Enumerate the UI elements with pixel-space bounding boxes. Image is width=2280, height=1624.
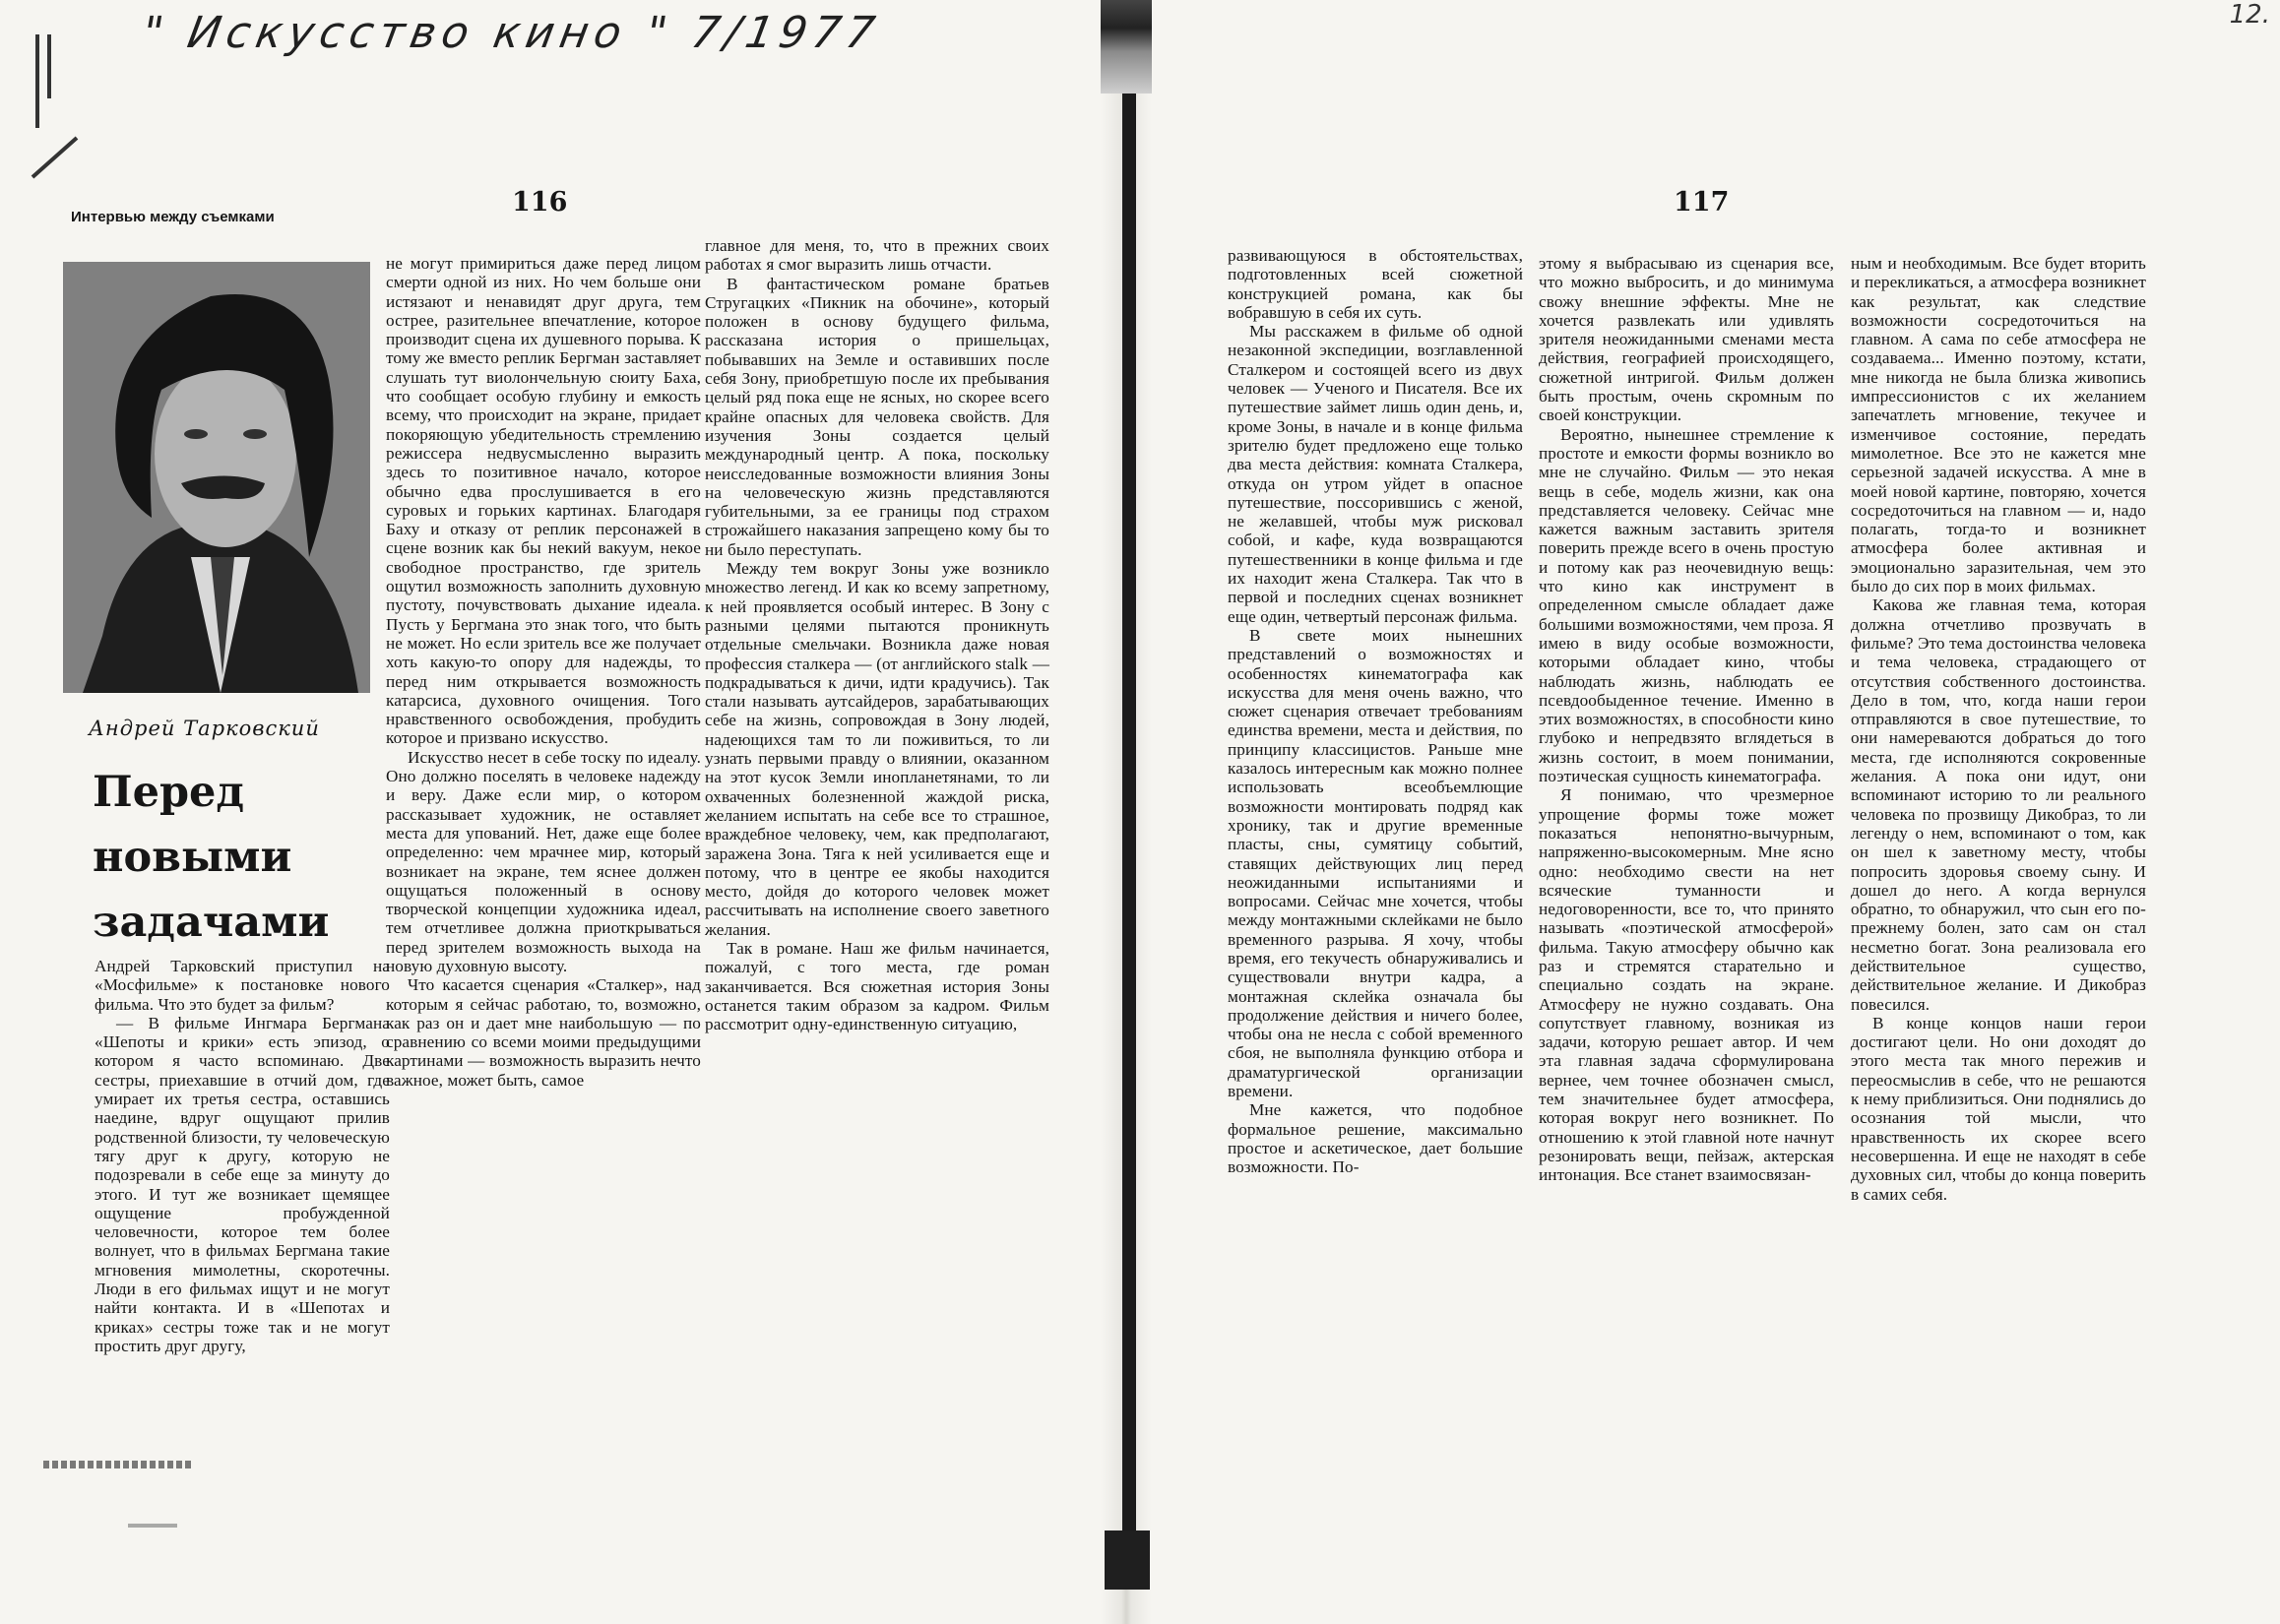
paragraph: главное для меня, то, что в прежних своих работах я смог выразить лишь отчасти. bbox=[705, 236, 1049, 275]
paragraph: Между тем вокруг Зоны уже возникло множество легенд. И как ко всему запретному, к ней проявляется особый интерес. В Зону с разными целями пытаются проникнуть отдельные смельчаки. Возникла даже новая профессия сталкера — (от английского stalk — подкрадываться к дичи, идти крадучись). Так стали называть аутсайдеров, зарабатывающих себе на жизнь, сопровождая в Зону людей, надеющихся там то ли поживиться, то ли узнать первыми правду о влиянии, оказанном на этот кусок Земли инопланетянами, то ли охваченных болезненной жаждой риска, желанием испытать на себе все то страшное, враждебное человеку, чем, как предполагают, заражена Зона. Тяга к ней усиливается еще и потому, что в центре ее якобы находится место, дойдя до которого человек может рассчитывать на исполнение своего заветного желания. bbox=[705, 559, 1049, 939]
lead-question: Андрей Тарковский приступил на «Мосфильме» к постановке нового фильма. Что это будет за фильм? bbox=[95, 957, 390, 1014]
lead-column bbox=[95, 957, 390, 1355]
paragraph: В свете моих нынешних представлений о возможностях и особенностях кинематографа как искусства для меня очень важно, что сюжет сценария отвечает требованиям единства времени, места и действия, по принципу классицистов. Раньше мне казалось интересным как можно полнее использовать всеобъемлющие возможности монтировать подряд как хронику, так и другие временные пласты, сны, сумятицу событий, ставящих действующих лиц перед неожиданными испытаниями и вопросами. Сейчас мне хочется, чтобы между монтажными склейками не было временного разрыва. Я хочу, чтобы время, его текучесть обнаруживались и существовали внутри кадра, а монтажная склейка означала бы продолжение действия и ничего более, чтобы она не несла с собой временного сбоя, не выполняла функцию отбора и драматургической организации времени. bbox=[1228, 625, 1523, 1101]
right-column-2 bbox=[1539, 254, 1834, 1185]
article-title bbox=[93, 760, 329, 955]
paragraph: В фантастическом романе братьев Стругацких «Пикник на обочине», который положен в основу будущего фильма, рассказана история о пришельцах, побывавших на Земле и оставивших после себя Зону, приобретшую после их пребывания целый ряд пока еще не ясных, но скорее всего крайне опасных для человека свойств. Для изучения Зоны создается целый международный центр. А пока, поскольку неисследованные возможности влияния Зоны на человеческую жизнь представляются губительными, за ее границы под страхом строжайшего наказания запрещено кому бы то ни было переступать. bbox=[705, 274, 1049, 559]
book-spine bbox=[1101, 0, 1152, 1624]
title-line: задачами bbox=[93, 898, 330, 947]
paragraph: Я понимаю, что чрезмерное упрощение формы тоже может показаться непонятно-вычурным, напряженно-высокомерным. Мне ясно одно: необходимо свести на нет всяческие туманности и недоговоренности, все то, что принято называть «поэтической атмосферой» фильма. Такую атмосферу обычно как раз и стремятся старательно и специально создать на экране. Атмосферу не нужно создавать. Она сопутствует главному, возникая из задачи, которую решает автор. И чем эта главная задача сформулирована вернее, чем точнее обозначен смысл, тем значительнее будет атмосфера, которая вокруг него возникнет. По отношению к этой главной ноте начнут резонировать вещи, пейзаж, актерская интонация. Все станет взаимосвязан- bbox=[1539, 785, 1834, 1185]
right-column-3 bbox=[1851, 254, 2146, 1204]
portrait-illustration bbox=[63, 262, 370, 693]
author-portrait bbox=[63, 262, 370, 693]
handwritten-annotation: " Искусство кино " 7/1977 bbox=[138, 8, 885, 58]
left-column-3 bbox=[705, 236, 1049, 1033]
binding-line bbox=[1122, 94, 1136, 1550]
paragraph: Какова же главная тема, которая должна отчетливо прозвучать в фильме? Это тема достоинства человека и тема человека, страдающего от отсутствия собственного достоинства. Дело в том, что, когда наши герои отправляются в свое путешествие, то они намереваются добраться до того места, где исполняются сокровенные желания. А пока они идут, они вспоминают историю то ли реального человека по прозвищу Дикобраз, то ли легенду о нем, вспоминают о том, как он шел к заветному месту, чтобы попросить здоровья своему сыну. И дошел до него. А когда вернулся обратно, то обнаружил, что сын его по-прежнему болен, зато сам он стал несметно богат. Зона реализовала его действительное существо, действительное желание. И Дикобраз повесился. bbox=[1851, 595, 2146, 1014]
paragraph: не могут примириться даже перед лицом смерти одной из них. Но чем больше они истязают и ненавидят друг друга, тем острее, разительнее впечатление, которое производит сцена их душевного порыва. К тому же вместо реплик Бергман заставляет слушать тут виолончельную сюиту Баха, что сообщает особую глубину и емкость всему, что происходит на экране, придает покоряющую убедительность стремлению режиссера недвусмысленно выразить здесь то позитивное начало, которое обычно едва прослушивается в его суровых и горьких картинах. Благодаря Баху и отказу от реплик персонажей в сцене возник как бы некий вакуум, некое свободное пространство, где зритель ощутил возможность заполнить духовную пустоту, почувствовать дыхание идеала. Пусть у Бергмана это знак того, что быть не может. Но если зритель все же получает хоть какую-то опору для надежды, то перед ним открывается возможность катарсиса, духовного очищения. Того нравственного освобождения, пробудить которое и призвано искусство. bbox=[386, 254, 701, 748]
binding-tab-top bbox=[1101, 0, 1152, 94]
author-name: Андрей Тарковский bbox=[89, 717, 320, 740]
left-column-2 bbox=[386, 254, 701, 1090]
title-line: Перед bbox=[93, 768, 245, 817]
paragraph: этому я выбрасываю из сценария все, что можно выбросить, и до минимума свожу внешние эффекты. Мне не хочется развлекать или удивлять зрителя неожиданными сменами места действия, географией происходящего, сюжетной интригой. Фильм должен быть простым, очень скромным по своей конструкции. bbox=[1539, 254, 1834, 425]
binding-tab-bottom bbox=[1105, 1530, 1150, 1590]
scan-artifact bbox=[128, 1524, 177, 1528]
paragraph: — В фильме Ингмара Бергмана «Шепоты и крики» есть эпизод, о котором я часто вспоминаю. Две сестры, приехавшие в отчий дом, где умирает их третья сестра, оставшись наедине, вдруг ощущают прилив родственной близости, ту человеческую тягу друг к другу, которую не подозревали в себе еще за минуту до этого. И тут же возникает щемящее ощущение пробужденной человечности, которое тем более волнует, что в фильмах Бергмана такие мгновения мимолетны, скоротечны. Люди в его фильмах ищут и не могут найти контакта. И в «Шепотах и криках» сестры тоже так и не могут простить друг другу, bbox=[95, 1013, 390, 1355]
section-label: Интервью между съемками bbox=[71, 209, 275, 225]
paragraph: Что касается сценария «Сталкер», над которым я сейчас работаю, то, возможно, как раз он и дает мне наибольшую — по сравнению со всеми моими предыдущими картинами — возможность выразить нечто важное, может быть, самое bbox=[386, 975, 701, 1090]
paragraph: В конце концов наши герои достигают цели. Но они доходят до этого места так много пережив и переосмыслив в себе, что не решаются к нему приблизиться. Они поднялись до осознания той мысли, что нравственность их скорее всего несовершенна. И еще не находят в себе духовных сил, чтобы до конца поверить в самих себя. bbox=[1851, 1013, 2146, 1204]
right-column-1 bbox=[1228, 246, 1523, 1177]
title-line: новыми bbox=[93, 833, 292, 882]
paragraph: Так в романе. Наш же фильм начинается, пожалуй, с того места, где роман заканчивается. Вся сюжетная история Зоны останется таким образом за кадром. Фильм рассмотрит одну-единственную ситуацию, bbox=[705, 938, 1049, 1034]
paragraph: Мы расскажем в фильме об одной незаконной экспедиции, возглавленной Сталкером и состоящей всего из двух человек — Ученого и Писателя. Все их путешествие займет лишь один день, и, кроме Зоны, в начале и в конце фильма зрителю будет предложено еще только два места действия: комната Сталкера, откуда он утром уйдет в опасное путешествие, поссорившись с женой, не желавшей, чтобы муж рисковал собой, и кафе, куда возвращаются путешественники в конце фильма и где их находит жена Сталкера. Так что в первой и последних сценах возникнет еще один, четвертый персонаж фильма. bbox=[1228, 322, 1523, 626]
scan-artifact bbox=[43, 1461, 191, 1468]
clip-mark-icon bbox=[28, 30, 87, 187]
paragraph: ным и необходимым. Все будет вторить и перекликаться, а атмосфера возникнет как результат, как следствие возможности сосредоточиться на главном. А сама по себе атмосфера не создаваема... Именно поэтому, кстати, мне никогда не была близка живопись импрессионистов с их желанием запечатлеть мгновение, текучее и изменчивое состояние, передать мимолетное. Все это не кажется мне серьезной задачей искусства. А мне в моей новой картине, повторяю, хочется сосредоточиться на главном — и, надо полагать, тогда-то и возникнет атмосфера более активная и эмоционально заразительная, чем это было до сих пор в моих фильмах. bbox=[1851, 254, 2146, 596]
corner-number: 12. bbox=[2229, 0, 2270, 30]
paragraph: развивающуюся в обстоятельствах, подготовленных всей сюжетной конструкцией романа, как бы вобравшую в себя их суть. bbox=[1228, 246, 1523, 322]
page-number-right: 117 bbox=[1674, 187, 1730, 218]
page-number-left: 116 bbox=[512, 187, 568, 218]
paragraph: Вероятно, нынешнее стремление к простоте и емкости формы возникло во мне не случайно. Фильм — это некая вещь в себе, модель жизни, как она представляется человеку. Сейчас мне кажется важным заставить зрителя поверить прежде всего в очень простую и потому как раз неочевидную вещь: что кино как инструмент в определенном смысле обладает даже большими возможностями, чем проза. Я имею в виду особые возможности, которыми обладает кино, чтобы наблюдать жизнь, наблюдать ее псевдообыденное течение. Именно в этих возможностях, в способности кино глубоко и непредвзято вглядеться в жизнь состоит, в моем понимании, поэтическая сущность кинематографа. bbox=[1539, 424, 1834, 786]
paragraph: Мне кажется, что подобное формальное решение, максимально простое и аскетическое, дает большие возможности. По- bbox=[1228, 1100, 1523, 1177]
paragraph: Искусство несет в себе тоску по идеалу. Оно должно поселять в человеке надежду и веру. Даже если мир, о котором рассказывает художник, не оставляет места для упований. Нет, даже еще более определенно: чем мрачнее мир, который возникает на экране, тем яснее должен ощущаться положенный в основу творческой концепции художника идеал, тем отчетливее должна приоткрываться перед зрителем возможность выхода на новую духовную высоту. bbox=[386, 747, 701, 975]
